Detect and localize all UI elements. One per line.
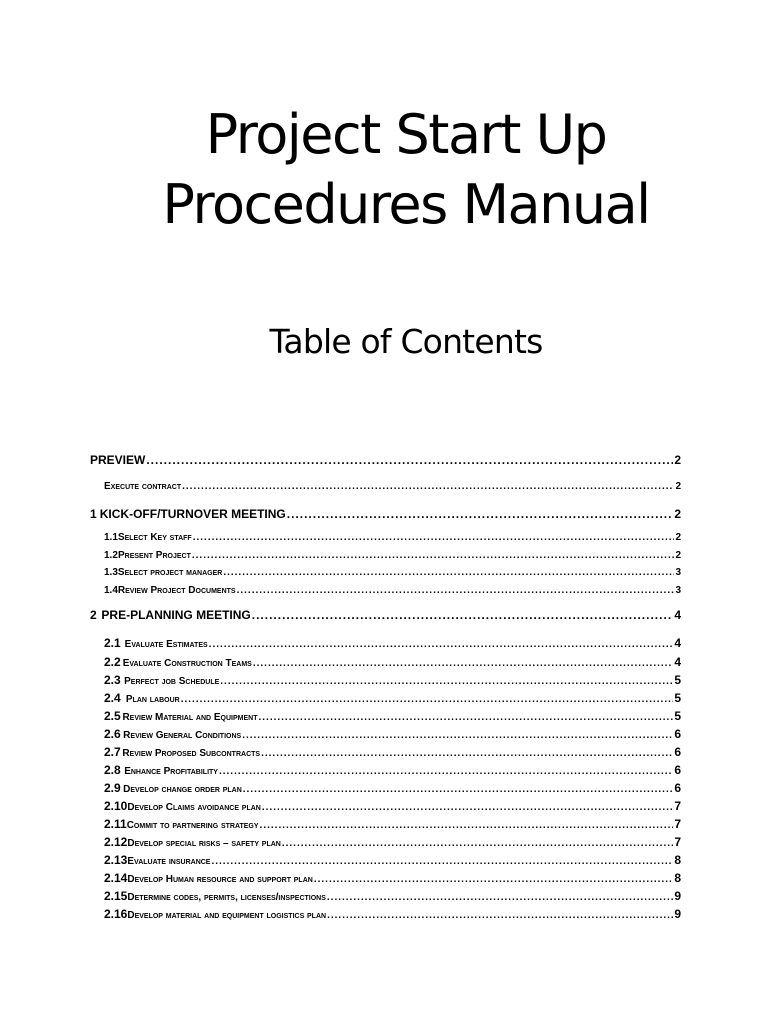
toc-leader <box>211 856 673 867</box>
toc-leader <box>260 820 674 831</box>
toc-page-number: 7 <box>674 835 681 849</box>
toc-entry-label: Review Proposed Subcontracts <box>122 748 261 759</box>
toc-page-number: 6 <box>674 763 681 777</box>
toc-page-number: 7 <box>674 799 681 813</box>
toc-entry-label: Review General Conditions <box>123 730 242 741</box>
document-title-line-2: Procedures Manual <box>162 173 650 236</box>
toc-page-number: 8 <box>674 853 681 867</box>
toc-entry-label: Perfect job Schedule <box>124 676 220 687</box>
toc-entry-label: Execute contract <box>104 481 182 492</box>
toc-leader <box>237 585 675 596</box>
toc-leader <box>314 874 673 885</box>
toc-page-number: 2 <box>675 532 681 543</box>
toc-leader <box>253 658 673 669</box>
toc-entry-2-5[interactable] <box>104 709 681 723</box>
toc-entry-2-7[interactable] <box>104 745 681 759</box>
toc-page-number: 7 <box>674 817 681 831</box>
toc-entry-preview[interactable] <box>90 453 681 467</box>
toc-page-number: 9 <box>674 889 681 903</box>
toc-leader <box>192 550 675 561</box>
toc-entry-label: PRE-PLANNING MEETING <box>101 608 251 622</box>
toc-entry-2-4[interactable] <box>104 691 681 705</box>
toc-page-number: 3 <box>675 585 681 596</box>
toc-page-number: 4 <box>674 608 681 622</box>
toc-entry-number: 1.4 <box>104 585 118 596</box>
toc-entry-2-8[interactable] <box>104 763 681 777</box>
toc-leader <box>182 481 674 492</box>
toc-entry-label: Develop Claims avoidance plan <box>127 802 261 813</box>
toc-page-number: 8 <box>674 871 681 885</box>
toc-leader <box>223 567 674 578</box>
toc-entry-number: 2.10 <box>104 799 128 813</box>
toc-page-number: 6 <box>674 781 681 795</box>
toc-entry-number: 2.13 <box>104 853 128 867</box>
toc-leader <box>252 608 674 622</box>
toc-entry-2-13[interactable] <box>104 853 681 867</box>
toc-entry-number: 2.6 <box>104 727 121 741</box>
toc-entry-label: KICK-OFF/TURNOVER MEETING <box>99 507 286 521</box>
toc-entry-number: 1.2 <box>104 550 118 561</box>
toc-entry-number: 2.7 <box>104 745 121 759</box>
document-title-line-1: Project Start Up <box>205 103 607 166</box>
toc-leader <box>219 766 673 777</box>
toc-entry-number: 2.3 <box>104 673 121 687</box>
toc-entry-1-3[interactable] <box>104 567 681 578</box>
toc-entry-number: 2.12 <box>104 835 128 849</box>
toc-entry-label: Present Project <box>117 550 191 561</box>
toc-entry-label: Select Key staff <box>117 532 192 543</box>
toc-entry-label: Review Material and Equipment <box>122 712 258 723</box>
toc-entry-number: 2.16 <box>104 907 128 921</box>
toc-page-number: 5 <box>674 709 681 723</box>
toc-entry-section-1[interactable] <box>90 507 681 521</box>
toc-page-number: 4 <box>674 636 681 650</box>
toc-entry-number: 2 <box>90 608 97 622</box>
toc-leader <box>181 694 674 705</box>
toc-entry-2-12[interactable] <box>104 835 681 849</box>
toc-entry-label: Review Project Documents <box>117 585 236 596</box>
toc-leader <box>282 838 673 849</box>
toc-leader <box>287 507 674 521</box>
toc-page-number: 2 <box>674 453 681 467</box>
toc-leader <box>146 453 673 467</box>
toc-leader <box>327 892 673 903</box>
toc-entry-2-11[interactable] <box>104 817 681 831</box>
toc-entry-number: 1.3 <box>104 567 118 578</box>
toc-page-number: 2 <box>675 550 681 561</box>
toc-entry-label: Develop material and equipment logistics plan <box>127 910 327 921</box>
toc-entry-label: Plan labour <box>125 694 180 705</box>
toc-page-number: 5 <box>674 691 681 705</box>
toc-entry-2-3[interactable] <box>104 673 681 687</box>
toc-entry-label: Determine codes, permits, licenses/inspections <box>127 892 326 903</box>
toc-page-number: 2 <box>674 507 681 521</box>
toc-leader <box>242 730 673 741</box>
toc-page-number: 6 <box>674 727 681 741</box>
toc-entry-number: 2.11 <box>104 817 127 831</box>
toc-entry-number: 2.9 <box>104 781 121 795</box>
toc-leader <box>262 802 673 813</box>
toc-entry-label: Develop change order plan <box>123 784 242 795</box>
toc-entry-label: Develop Human resource and support plan <box>127 874 313 885</box>
toc-page-number: 3 <box>675 567 681 578</box>
toc-entry-number: 2.14 <box>104 871 128 885</box>
toc-entry-number: 2.2 <box>104 655 121 669</box>
toc-page-number: 2 <box>675 481 681 492</box>
toc-entry-label: PREVIEW <box>90 453 146 467</box>
toc-entry-label: Commit to partnering strategy <box>126 820 259 831</box>
toc-entry-number: 2.5 <box>104 709 121 723</box>
toc-entry-2-9[interactable] <box>104 781 681 795</box>
toc-entry-2-14[interactable] <box>104 871 681 885</box>
toc-entry-execute-contract[interactable] <box>104 481 681 492</box>
toc-page-number: 9 <box>674 907 681 921</box>
toc-leader <box>261 748 673 759</box>
toc-heading: Table of Contents <box>269 322 543 361</box>
toc-entry-label: Enhance Profitability <box>124 766 218 777</box>
toc-page-number: 5 <box>674 673 681 687</box>
toc-entry-2-1[interactable] <box>104 636 681 650</box>
toc-leader <box>193 532 675 543</box>
toc-leader <box>327 910 673 921</box>
toc-entry-1-1[interactable] <box>104 532 681 543</box>
toc-leader <box>258 712 673 723</box>
toc-entry-2-16[interactable] <box>104 907 681 921</box>
toc-leader <box>220 676 673 687</box>
toc-leader <box>243 784 674 795</box>
toc-entry-2-15[interactable] <box>104 889 681 903</box>
toc-entry-section-2[interactable] <box>90 608 681 622</box>
toc-entry-number: 2.8 <box>104 763 121 777</box>
toc-entry-number: 1 <box>90 507 97 521</box>
toc-entry-1-2[interactable] <box>104 550 681 561</box>
toc-entry-number: 2.15 <box>104 889 128 903</box>
toc-page-number: 6 <box>674 745 681 759</box>
toc-entry-label: Evaluate insurance <box>127 856 211 867</box>
toc-entry-2-6[interactable] <box>104 727 681 741</box>
toc-entry-number: 2.4 <box>104 691 121 705</box>
toc-leader <box>209 639 674 650</box>
toc-entry-label: Select project manager <box>117 567 223 578</box>
toc-entry-label: Evaluate Estimates <box>124 639 208 650</box>
toc-entry-1-4[interactable] <box>104 585 681 596</box>
toc-page-number: 4 <box>674 655 681 669</box>
toc-entry-2-10[interactable] <box>104 799 681 813</box>
toc-entry-number: 1.1 <box>104 532 118 543</box>
toc-entry-label: Develop special risks – safety plan <box>127 838 281 849</box>
toc-entry-2-2[interactable] <box>104 655 681 669</box>
toc-entry-label: Evaluate Construction Teams <box>122 658 252 669</box>
toc-entry-number: 2.1 <box>104 636 121 650</box>
